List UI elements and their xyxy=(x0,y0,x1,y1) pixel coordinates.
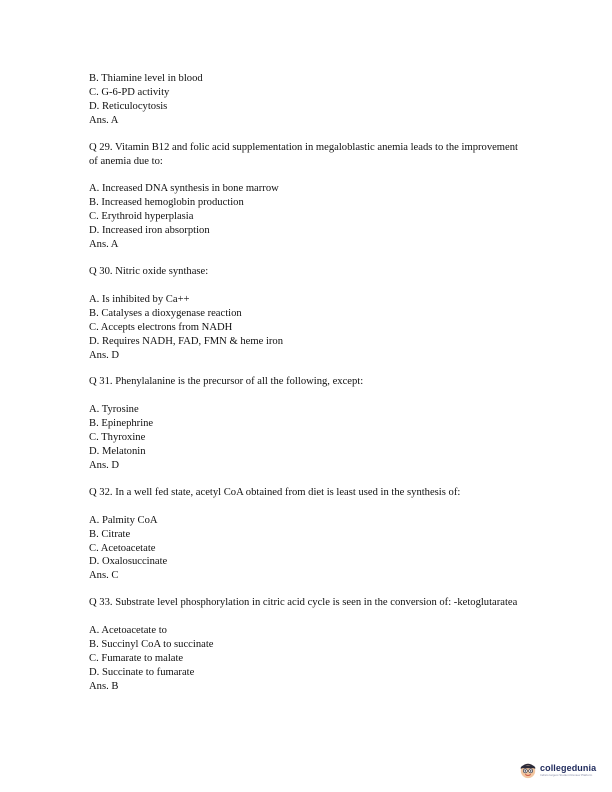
question-31 xyxy=(89,375,529,472)
question-33 xyxy=(89,596,529,693)
question-30 xyxy=(89,265,529,362)
option-b: B. Citrate xyxy=(89,528,131,540)
question-text: Q 31. Phenylalanine is the precursor of all the following, except: xyxy=(89,376,364,388)
option-a: A. Increased DNA synthesis in bone marrow xyxy=(89,183,279,195)
question-text: Q 30. Nitric oxide synthase: xyxy=(89,265,209,277)
option-a: A. Acetoacetate to xyxy=(89,625,167,637)
answer: Ans. D xyxy=(89,349,120,361)
collegedunia-logo[interactable] xyxy=(519,757,599,783)
option-d: D. Increased iron absorption xyxy=(89,225,210,237)
student-mascot-icon xyxy=(519,761,537,779)
option-b: B. Epinephrine xyxy=(89,418,154,430)
option-c: C. G-6-PD activity xyxy=(89,86,170,98)
option-b: B. Thiamine level in blood xyxy=(89,73,203,84)
option-c: C. Fumarate to malate xyxy=(89,653,184,664)
option-d: D. Oxalosuccinate xyxy=(89,556,168,568)
option-b: B. Increased hemoglobin production xyxy=(89,197,244,209)
answer: Ans. D xyxy=(89,459,120,471)
option-d: D. Requires NADH, FAD, FMN & heme iron xyxy=(89,335,284,347)
option-b: B. Succinyl CoA to succinate xyxy=(89,639,214,651)
intro-options xyxy=(89,72,529,128)
question-text: Q 32. In a well fed state, acetyl CoA obtained from diet is least used in the synthesis of: xyxy=(89,486,461,498)
option-a: A. Is inhibited by Ca++ xyxy=(89,293,190,305)
answer: Ans. A xyxy=(89,114,119,126)
brand-name: collegedunia xyxy=(540,762,597,773)
option-c: C. Erythroid hyperplasia xyxy=(89,211,194,223)
option-a: A. Tyrosine xyxy=(89,404,139,416)
logo-text xyxy=(540,764,596,777)
option-a: A. Palmity CoA xyxy=(89,514,158,526)
option-c: C. Accepts electrons from NADH xyxy=(89,321,233,333)
document-page xyxy=(89,72,529,694)
brand-tagline: India's largest Student Review Platform xyxy=(540,772,593,777)
option-d: D. Reticulocytosis xyxy=(89,100,168,112)
option-c: C. Thyroxine xyxy=(89,432,146,444)
answer: Ans. A xyxy=(89,239,119,251)
answer: Ans. C xyxy=(89,570,119,582)
option-b: B. Catalyses a dioxygenase reaction xyxy=(89,307,242,319)
option-c: C. Acetoacetate xyxy=(89,542,156,554)
option-d: D. Succinate to fumarate xyxy=(89,666,195,678)
option-d: D. Melatonin xyxy=(89,446,146,458)
answer: Ans. B xyxy=(89,680,119,692)
question-text: Q 33. Substrate level phosphorylation in citric acid cycle is seen in the conversion of: -ketoglutaratea xyxy=(89,597,518,609)
question-text: Q 29. Vitamin B12 and folic acid supplementation in megaloblastic anemia leads to the improvement of anemia due to: xyxy=(89,141,518,167)
question-29 xyxy=(89,141,529,252)
question-32 xyxy=(89,486,529,583)
